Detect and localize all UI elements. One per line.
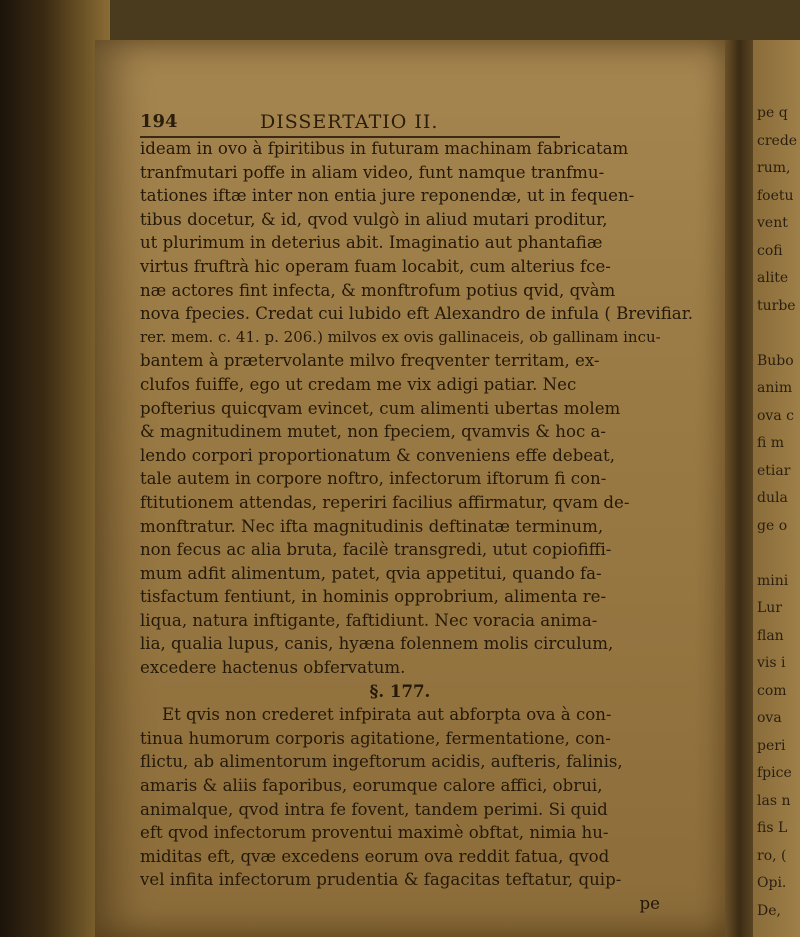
running-head [140, 111, 560, 135]
facing-page-fragment: pe q [757, 105, 788, 121]
text-line: ideam in ovo à fpiritibus in futuram machinam fabricatam [140, 139, 629, 158]
text-line: bantem à prætervolante milvo freqventer territam, ex- [140, 351, 600, 371]
facing-page-fragment: dula [757, 490, 788, 506]
facing-page-fragment: peri [757, 737, 786, 754]
text-line: næ actores fint infecta, & monftrofum potius qvid, qvàm [140, 280, 616, 300]
facing-page-fragment: etiar [757, 462, 791, 479]
catchword: pe [639, 894, 660, 913]
text-line: lia, qualia lupus, canis, hyæna folennem molis circulum, [140, 634, 614, 654]
facing-page-fragment: flan [757, 627, 784, 644]
facing-page-fragment: ge o [757, 517, 788, 534]
text-line: virtus fruftrà hic operam fuam locabit, cum alterius fce- [140, 256, 611, 276]
facing-page-fragment: rum, [757, 160, 791, 176]
facing-page-edge [753, 40, 800, 937]
facing-page-fragment: fis L [757, 820, 788, 836]
body-text [140, 137, 700, 916]
text-line: tationes iftæ inter non entia jure reponendæ, ut in fequen- [140, 186, 635, 206]
facing-page-fragment: las n [757, 792, 791, 809]
section-mark: §. 177. [369, 680, 431, 701]
text-line: tale autem in corpore noftro, infectorum iftorum fi con- [140, 469, 607, 489]
facing-page-fragment: ova [757, 710, 782, 726]
facing-page-fragment: cofi [757, 242, 783, 259]
text-line: flictu, ab alimentorum ingeftorum acidis, aufteris, falinis, [140, 752, 623, 772]
text-line: ut plurimum in deterius abit. Imaginatio aut phantafiæ [140, 233, 603, 253]
text-line: tisfactum fentiunt, in hominis opprobrium, alimenta re- [140, 587, 607, 607]
facing-page-fragment: mini [757, 572, 789, 589]
text-line: & magnitudinem mutet, non fpeciem, qvamvis & hoc a- [140, 422, 607, 442]
facing-page-fragment: ro, ( [757, 847, 787, 864]
text-line: eft qvod infectorum proventui maximè obftat, nimia hu- [140, 823, 609, 843]
facing-page-fragment: vis i [757, 655, 786, 671]
text-line: mum adfit alimentum, patet, qvia appetitui, quando fa- [140, 563, 602, 583]
facing-page-fragment: ova c [757, 407, 794, 424]
facing-page-fragment: fpice [757, 765, 792, 781]
book-binding-shadow [0, 0, 110, 937]
facing-page-fragment: crede [757, 132, 798, 149]
text-line: tibus docetur, & id, qvod vulgò in aliud mutari proditur, [140, 209, 608, 229]
facing-page-fragment: anim [757, 380, 793, 396]
text-line: excedere hactenus obfervatum. [140, 658, 406, 678]
facing-page-fragment: Opi. [757, 875, 787, 891]
text-line: lendo corpori proportionatum & conveniens effe debeat, [140, 445, 615, 465]
page-number: 194 [140, 111, 178, 132]
text-line: liqua, natura inftigante, faftidiunt. Nec voracia anima- [140, 610, 598, 630]
citation-line: rer. mem. c. 41. p. 206.) milvos ex ovis gallinaceis, ob gallinam incu- [140, 327, 661, 346]
text-line: miditas eft, qvæ excedens eorum ova reddit fatua, qvod [140, 846, 610, 866]
text-line: Et qvis non crederet infpirata aut abforpta ova à con- [162, 705, 612, 725]
text-line: ftitutionem attendas, reperiri facilius affirmatur, qvam de- [140, 492, 630, 512]
text-line: tranfmutari poffe in aliam video, funt namque tranfmu- [140, 162, 605, 182]
text-line: pofterius quicqvam evincet, cum alimenti ubertas molem [140, 398, 621, 418]
text-line: vel infita infectorum prudentia & fagacitas teftatur, quip- [140, 870, 622, 890]
facing-page-fragment: De, [757, 902, 781, 919]
text-line: nova fpecies. Credat cui lubido eft Alexandro de infula ( Brevifiar. [140, 304, 694, 324]
text-line: tinua humorum corporis agitatione, fermentatione, con- [140, 728, 611, 748]
facing-page-fragment: com [757, 682, 787, 699]
text-line: non fecus ac alia bruta, facilè transgredi, utut copiofiffi- [140, 540, 612, 560]
text-line: amaris & aliis faporibus, eorumque calore affici, obrui, [140, 776, 603, 796]
facing-page-fragment: foetu [757, 187, 794, 204]
facing-page-fragment: vent [757, 215, 788, 231]
facing-page-fragment: Lur [757, 600, 783, 616]
facing-page-fragment: alite [757, 270, 789, 286]
facing-page-fragment: turbe [757, 297, 796, 314]
facing-page-fragment [753, 320, 800, 348]
header-title: DISSERTATIO II. [260, 111, 439, 133]
text-line: clufos fuiffe, ego ut credam me vix adigi patiar. Nec [140, 374, 577, 394]
text-line: animalque, qvod intra fe fovent, tandem perimi. Si quid [140, 799, 608, 819]
text-line: monftratur. Nec ifta magnitudinis deftinatæ terminum, [140, 516, 604, 536]
facing-page-fragment [753, 540, 800, 568]
book-gutter [725, 40, 753, 937]
facing-page-fragment: Bubo [757, 352, 794, 369]
facing-page-fragment: fi m [757, 435, 785, 451]
